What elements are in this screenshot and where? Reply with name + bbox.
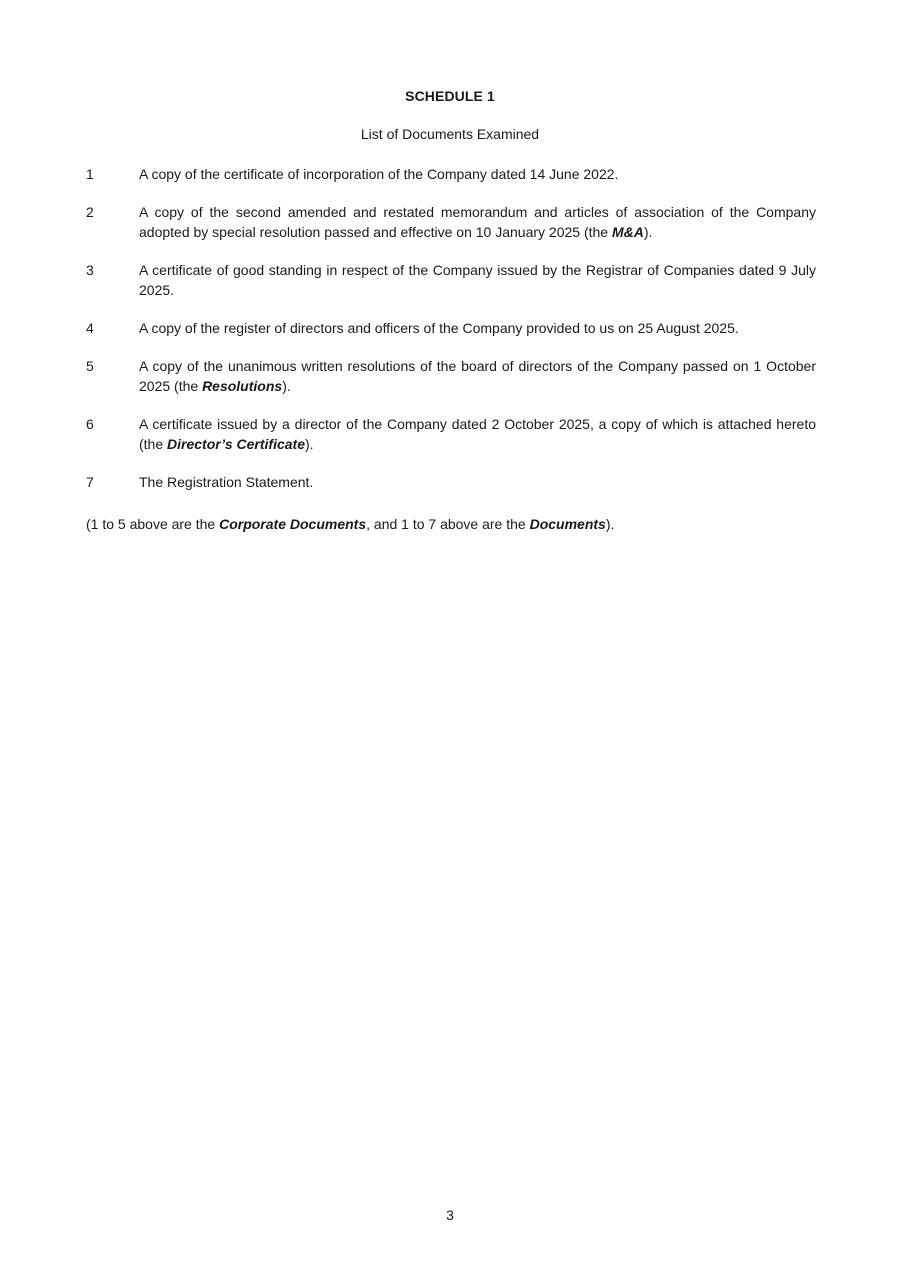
defined-term: Documents xyxy=(529,516,606,532)
list-item xyxy=(86,202,816,242)
item-number: 2 xyxy=(86,204,94,220)
item-number: 7 xyxy=(86,474,94,490)
list-item xyxy=(86,356,816,396)
list-item xyxy=(86,260,816,300)
schedule-subtitle: List of Documents Examined xyxy=(360,126,540,142)
item-text: A copy of the unanimous written resolutions of the board of directors of the Company passed on 1 October 2025 (the Resolutions). xyxy=(139,358,816,394)
item-number: 3 xyxy=(86,262,94,278)
item-text: A copy of the second amended and restated memorandum and articles of association of the Company adopted by special resolution passed and effective on 10 January 2025 (the M&A). xyxy=(139,204,816,240)
schedule-title: SCHEDULE 1 xyxy=(405,88,495,104)
page-number: 3 xyxy=(446,1207,454,1223)
list-item xyxy=(86,472,816,492)
item-text: A certificate of good standing in respect of the Company issued by the Registrar of Companies dated 9 July 2025. xyxy=(139,262,816,298)
item-text: A certificate issued by a director of the Company dated 2 October 2025, a copy of which is attached hereto (the Director’s Certificate). xyxy=(139,416,816,452)
documents-list xyxy=(86,164,816,510)
defined-term: M&A xyxy=(611,224,644,240)
defined-term: Director’s Certificate xyxy=(167,436,305,452)
item-number: 6 xyxy=(86,416,94,432)
item-text: A copy of the register of directors and officers of the Company provided to us on 25 August 2025. xyxy=(139,320,739,336)
defined-term: Resolutions xyxy=(202,378,283,394)
item-number: 4 xyxy=(86,320,94,336)
item-number: 5 xyxy=(86,358,94,374)
item-text: A copy of the certificate of incorporation of the Company dated 14 June 2022. xyxy=(139,166,619,182)
documents-summary: (1 to 5 above are the Corporate Documents, and 1 to 7 above are the Documents). xyxy=(86,516,615,532)
list-item xyxy=(86,164,816,184)
defined-term: Corporate Documents xyxy=(219,516,367,532)
item-number: 1 xyxy=(86,166,94,182)
item-text: The Registration Statement. xyxy=(139,474,314,490)
list-item xyxy=(86,318,816,338)
list-item xyxy=(86,414,816,454)
